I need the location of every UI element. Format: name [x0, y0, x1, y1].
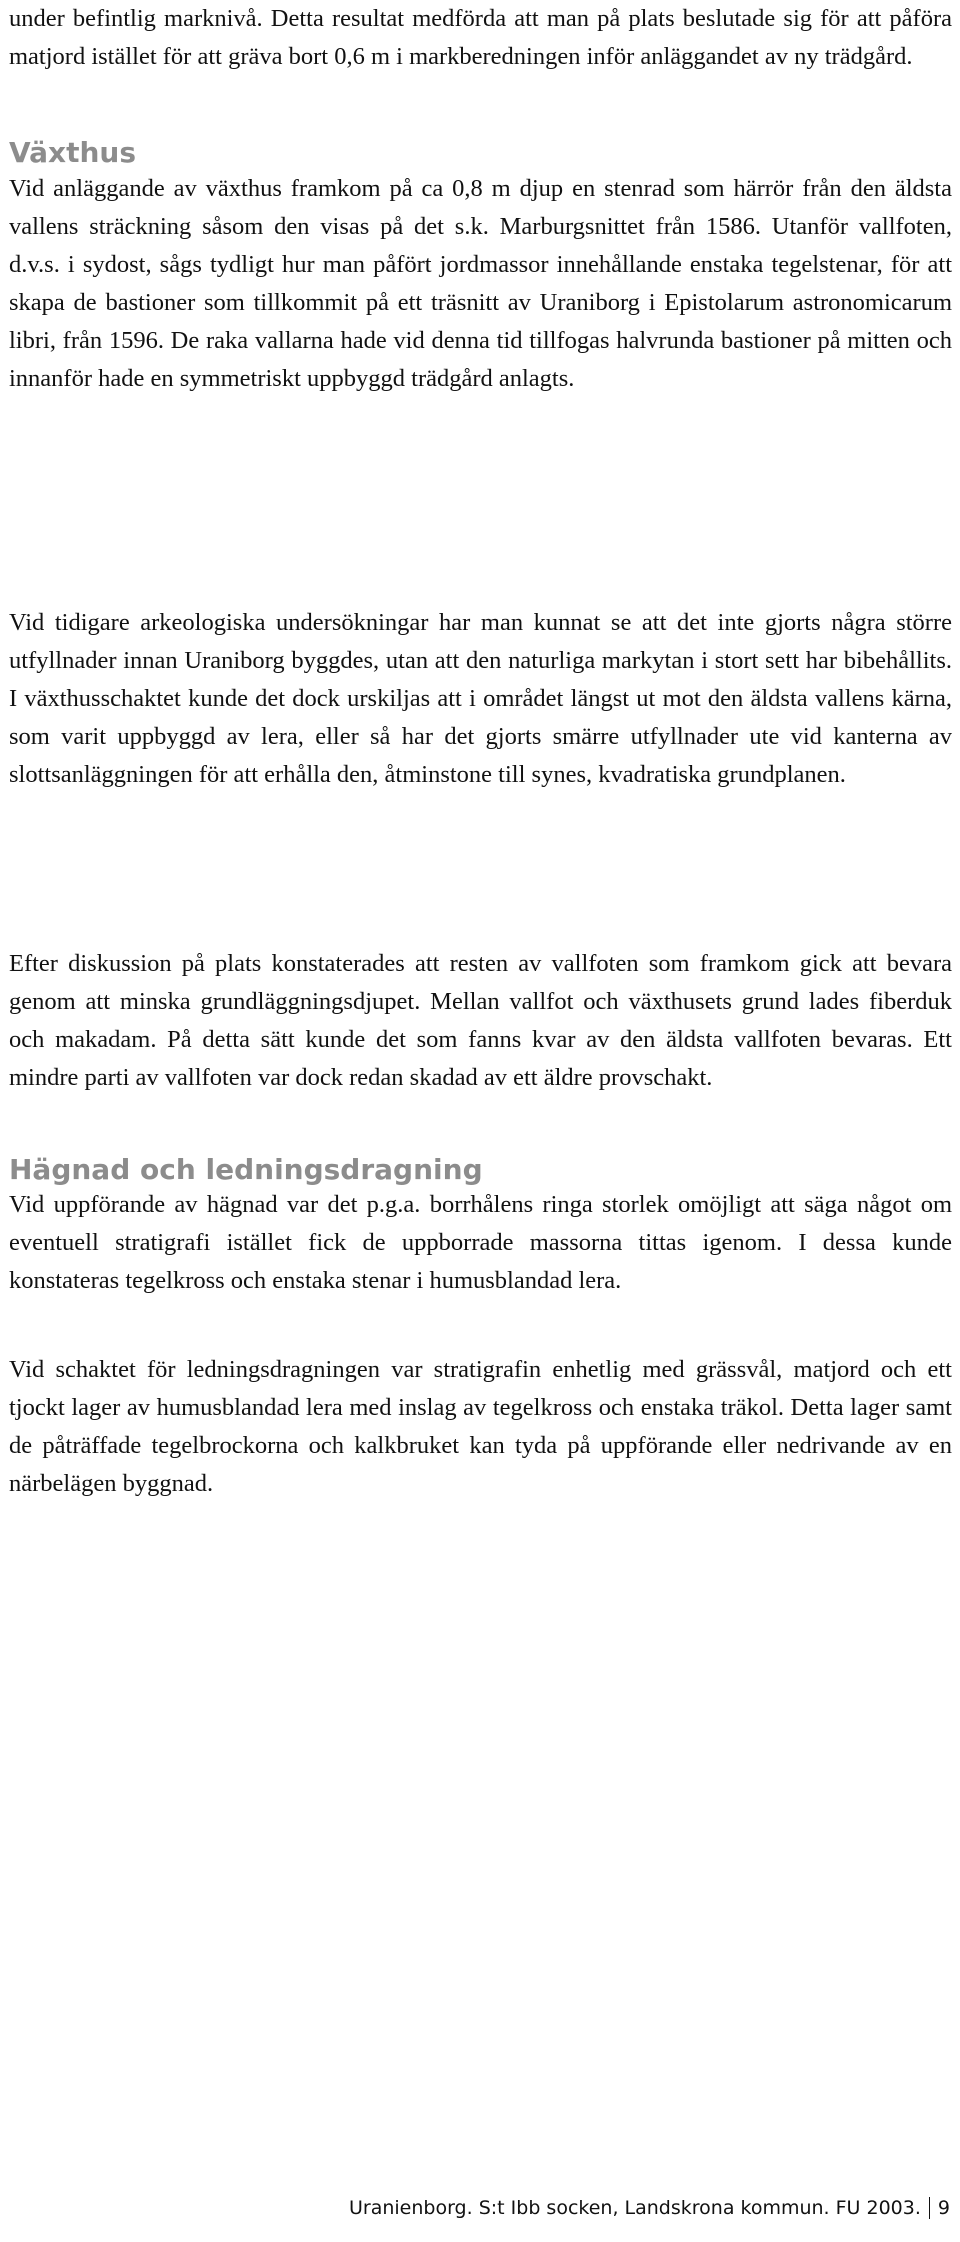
intro-paragraph: under befintlig marknivå. Detta resultat medförda att man på plats beslutade sig för att påföra matjord istället för att gräva bort 0,6 m i markberedningen inför anläggandet av ny trädgård.: [9, 5, 952, 70]
hagnad-paragraph-2: Vid schaktet för ledningsdragningen var stratigrafin enhetlig med grässvål, matjord och ett tjockt lager av humusblandad lera med inslag av tegelkross och enstaka träkol. Detta lager samt de påträffade tegelbrockorna och kalkbruket kan tyda på uppförande eller nedrivande av en närbelägen byggnad.: [9, 1356, 952, 1497]
section-heading-hagnad: Hägnad och ledningsdragning: [9, 1153, 483, 1186]
page-number: 9: [937, 2197, 950, 2219]
footer-divider: [929, 2197, 930, 2219]
vaxthus-paragraph-2: Vid tidigare arkeologiska undersökningar har man kunnat se att det inte gjorts några större utfyllnader innan Uraniborg byggdes, utan att den naturliga markytan i stort sett har bibehållits. I växthusschaktet kunde det dock urskiljas att i området längst ut mot den äldsta vallens kärna, som varit uppbyggd av lera, eller så har det gjorts smärre utfyllnader ute vid kanterna av slottsanläggningen för att erhålla den, åtminstone till synes, kvadratiska grundplanen.: [9, 609, 952, 788]
vaxthus-paragraph-1: Vid anläggande av växthus framkom på ca 0,8 m djup en stenrad som härrör från den äldsta vallens sträckning såsom den visas på det s.k. Marburgsnittet från 1586. Utanför vallfoten, d.v.s. i sydost, sågs tydligt hur man påfört jordmassor innehållande enstaka tegelstenar, för att skapa de bastioner som tillkommit på ett träsnitt av Uraniborg i Epistolarum astronomicarum libri, från 1596. De raka vallarna hade vid denna tid tillfogas halvrunda bastioner på mitten och innanför hade en symmetriskt uppbyggd trädgård anlagts.: [9, 175, 952, 392]
section-heading-vaxthus: Växthus: [9, 136, 137, 169]
footer-source: Uranienborg. S:t Ibb socken, Landskrona kommun. FU 2003.: [348, 2197, 921, 2219]
hagnad-paragraph-1: Vid uppförande av hägnad var det p.g.a. borrhålens ringa storlek omöjligt att säga något om eventuell stratigrafi istället fick de uppborrade massorna tittas igenom. I dessa kunde konstateras tegelkross och enstaka stenar i humusblandad lera.: [9, 1191, 952, 1294]
page-footer: [349, 2197, 950, 2219]
vaxthus-paragraph-3: Efter diskussion på plats konstaterades att resten av vallfoten som framkom gick att bevara genom att minska grundläggningsdjupet. Mellan vallfot och växthusets grund lades fiberduk och makadam. På detta sätt kunde det som fanns kvar av den äldsta vallfoten bevaras. Ett mindre parti av vallfoten var dock redan skadad av ett äldre provschakt.: [9, 950, 952, 1091]
